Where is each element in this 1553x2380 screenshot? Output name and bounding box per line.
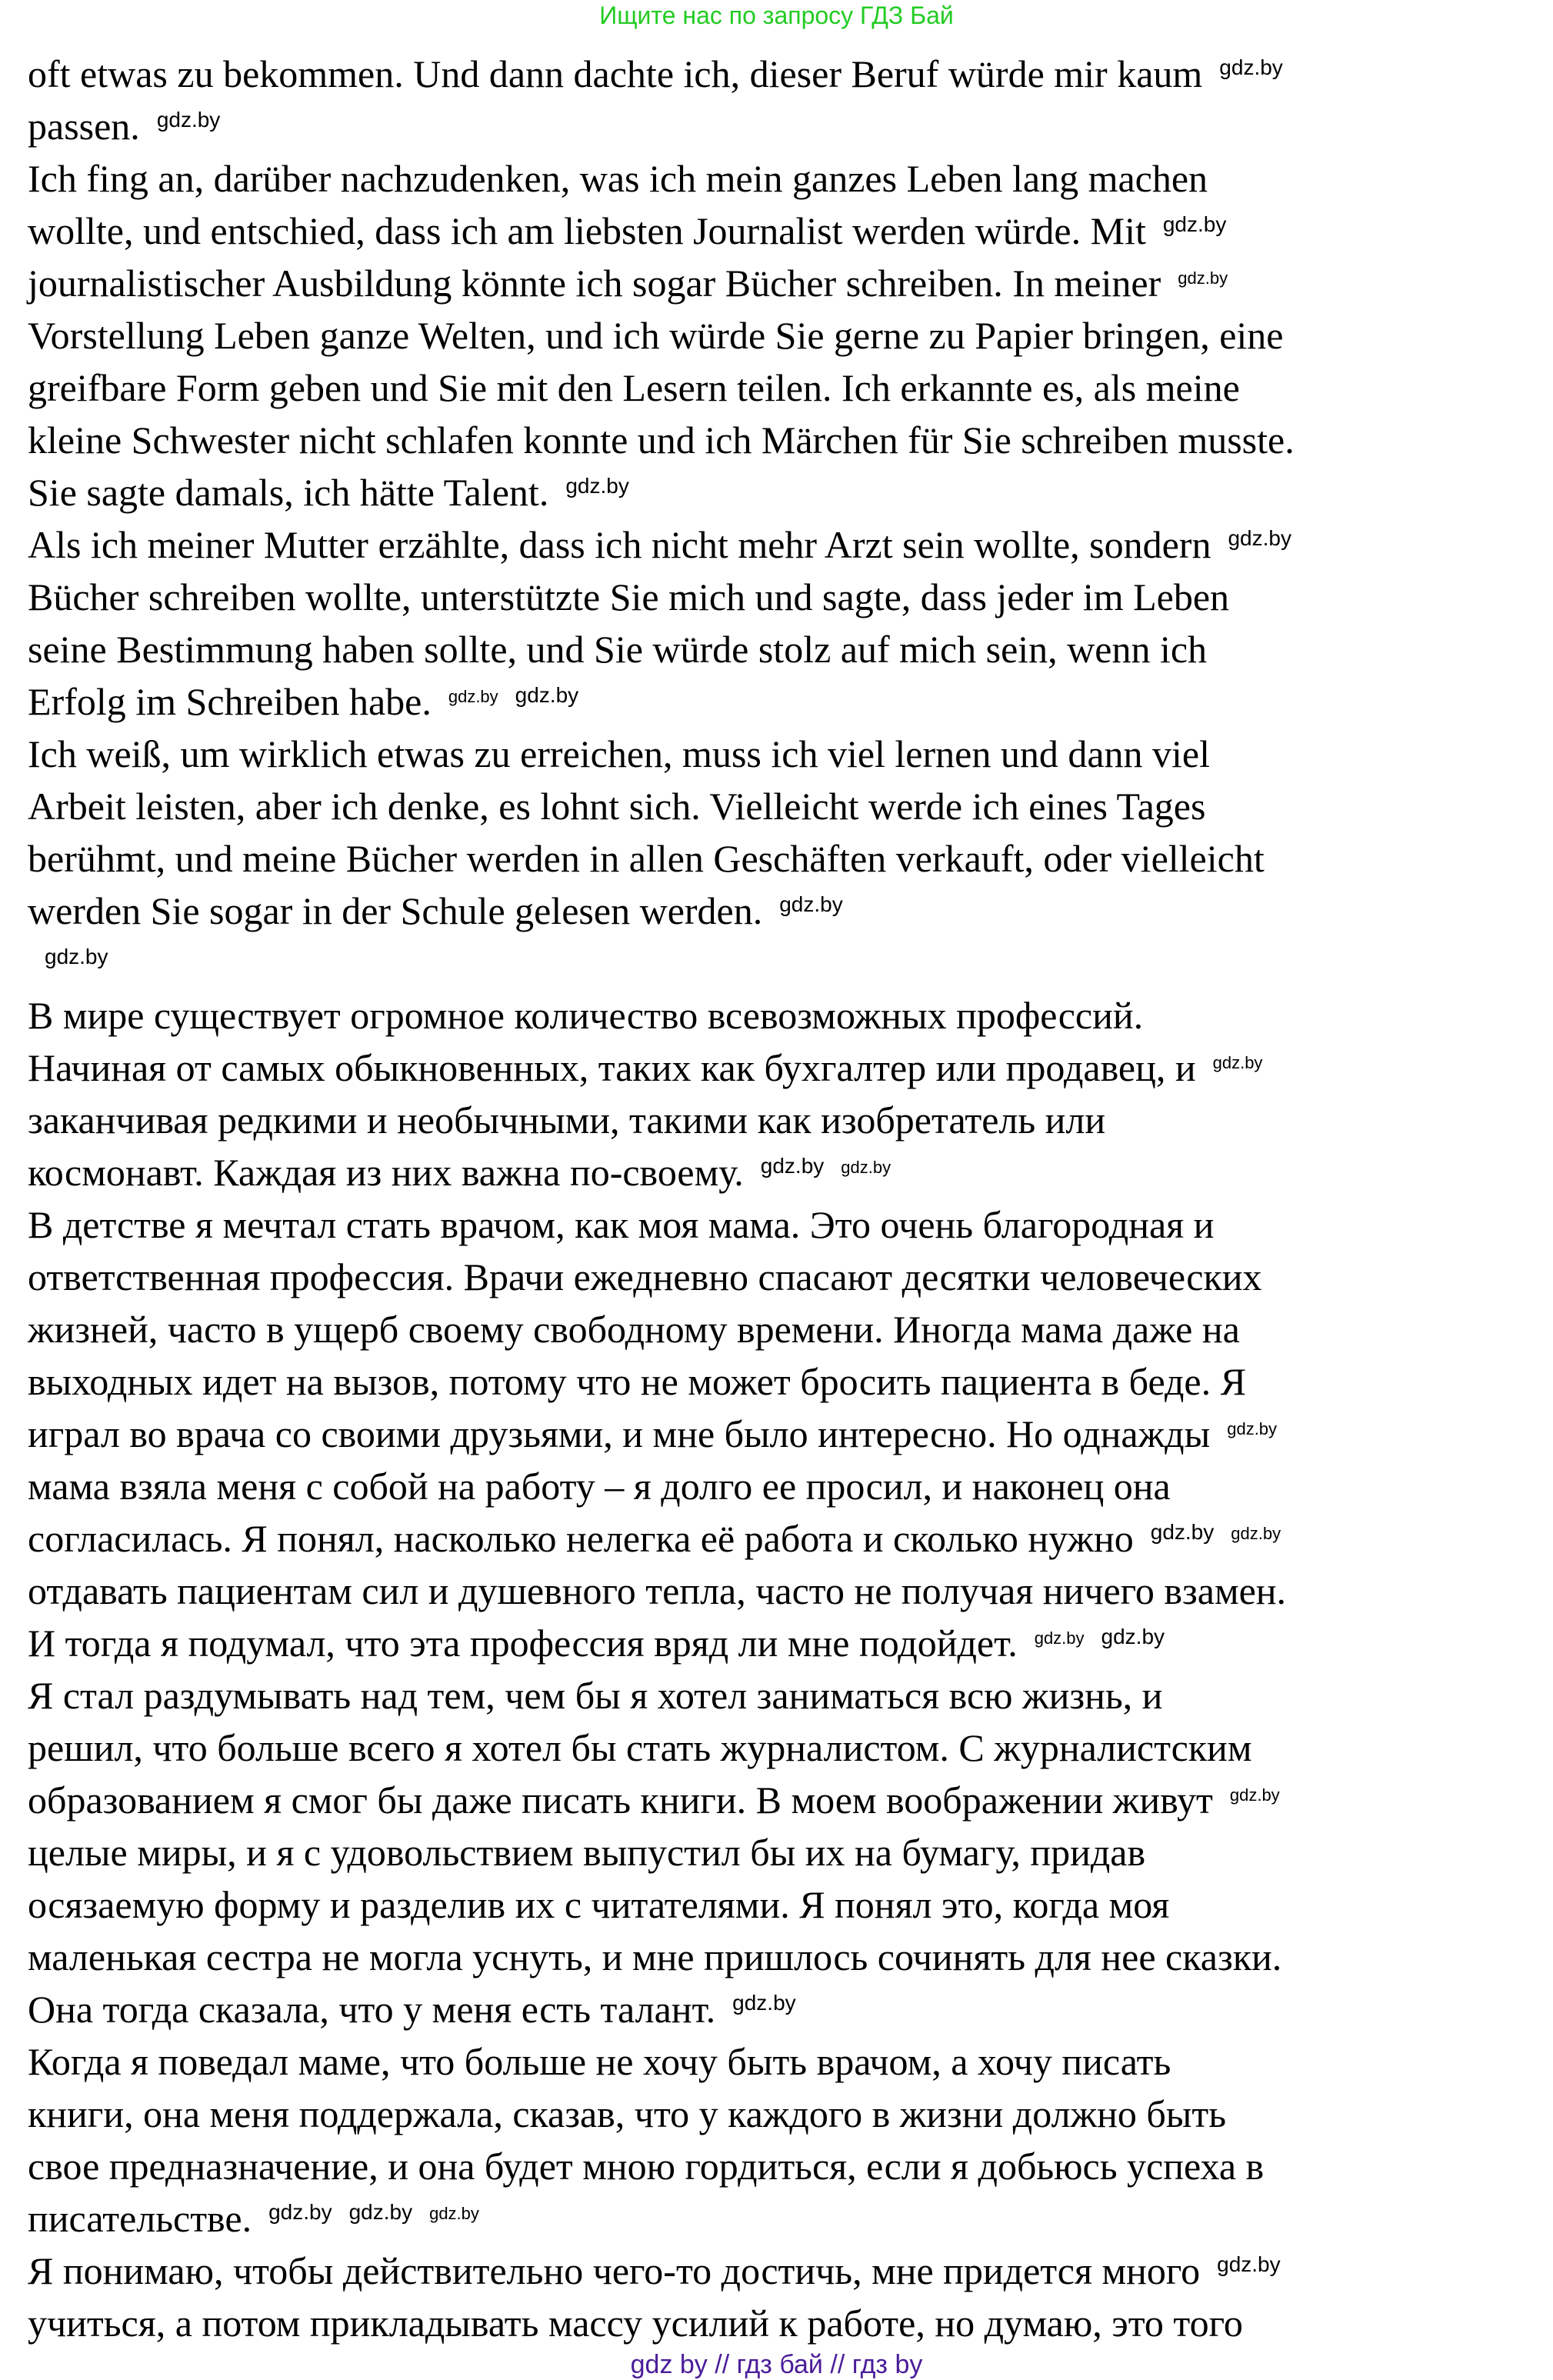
text-line: [28, 1565, 1535, 1617]
text-line: [28, 466, 1535, 518]
text-line-content: Я понимаю, чтобы действительно чего-то достичь, мне придется много: [28, 2249, 1201, 2292]
watermark: gdz.by: [1178, 268, 1228, 288]
text-line: [28, 1617, 1535, 1669]
text-line-content: образованием я смог бы даже писать книги. В моем воображении живут: [28, 1778, 1213, 1822]
text-line-content: Erfolg im Schreiben habe.: [28, 680, 432, 723]
text-line: [28, 1198, 1535, 1251]
text-line-content: wollte, und entschied, dass ich am liebsten Journalist werden würde. Mit: [28, 209, 1146, 252]
text-line-content: Начиная от самых обыкновенных, таких как бухгалтер или продавец, и: [28, 1046, 1196, 1089]
watermark: gdz.by: [1212, 1053, 1263, 1072]
text-line: [28, 48, 1535, 100]
text-line: [28, 832, 1535, 885]
text-line-content: greifbare Form geben und Sie mit den Lesern teilen. Ich erkannte es, als meine: [28, 366, 1240, 409]
text-line-content: целые миры, и я с удовольствием выпустил бы их на бумагу, придав: [28, 1831, 1146, 1874]
text-line-content: Ich fing an, darüber nachzudenken, was ich mein ganzes Leben lang machen: [28, 157, 1208, 200]
text-line-content: Arbeit leisten, aber ich denke, es lohnt sich. Vielleicht werde ich eines Tages: [28, 785, 1206, 828]
text-line: [28, 100, 1535, 152]
watermark: gdz.by: [1229, 1785, 1280, 1805]
text-line: [28, 2140, 1535, 2192]
text-line: [28, 362, 1535, 414]
text-line: [28, 571, 1535, 623]
watermark: gdz.by: [1150, 1520, 1215, 1544]
text-line: [28, 152, 1535, 205]
text-line-content: oft etwas zu bekommen. Und dann dachte ich, dieser Beruf würde mir kaum: [28, 52, 1203, 95]
text-line-content: seine Bestimmung haben sollte, und Sie würde stolz auf mich sein, wenn ich: [28, 628, 1208, 671]
watermark: gdz.by: [268, 2200, 332, 2224]
text-line: [28, 414, 1535, 466]
watermark: gdz.by: [156, 108, 221, 132]
watermark: gdz.by: [841, 1158, 891, 1177]
text-line: [28, 518, 1535, 571]
text-line-content: осязаемую форму и разделив их с читателями. Я понял это, когда моя: [28, 1883, 1170, 1926]
watermark: gdz.by: [565, 474, 629, 498]
text-line-content: играл во врача со своими друзьями, и мне было интересно. Но однажды: [28, 1412, 1211, 1455]
text-line-content: В мире существует огромное количество всевозможных профессий.: [28, 994, 1144, 1037]
text-line-content: Als ich meiner Mutter erzählte, dass ich nicht mehr Arzt sein wollte, sondern: [28, 523, 1211, 566]
text-line: [28, 623, 1535, 675]
text-line-content: berühmt, und meine Bücher werden in allen Geschäften verkauft, oder vielleicht: [28, 837, 1265, 880]
text-line-content: свое предназначение, и она будет мною гордиться, если я добьюсь успеха в: [28, 2145, 1265, 2188]
text-line: [28, 885, 1535, 937]
text-line: [28, 1408, 1535, 1460]
text-line-content: выходных идет на вызов, потому что не может бросить пациента в беде. Я: [28, 1360, 1246, 1403]
text-line: [28, 1303, 1535, 1355]
watermark: gdz.by: [1162, 212, 1227, 236]
text-line: [28, 937, 1535, 989]
text-line-content: учиться, а потом прикладывать массу усилий к работе, но думаю, это того: [28, 2302, 1243, 2345]
text-line-content: книги, она меня поддержала, сказав, что у каждого в жизни должно быть: [28, 2092, 1227, 2135]
watermark: gdz.by: [1219, 55, 1283, 79]
text-line: [28, 1722, 1535, 1774]
watermark: gdz.by: [429, 2204, 479, 2223]
text-line: [28, 2297, 1535, 2349]
text-line: [28, 1251, 1535, 1303]
watermark: gdz.by: [1101, 1625, 1165, 1648]
text-line: [28, 675, 1535, 728]
text-line-content: Она тогда сказала, что у меня есть талант.: [28, 1988, 716, 2031]
text-line: [28, 2088, 1535, 2140]
text-line: [28, 309, 1535, 362]
watermark: gdz.by: [1231, 1524, 1281, 1543]
text-line-content: жизней, часто в ущерб своему свободному времени. Иногда мама даже на: [28, 1308, 1240, 1351]
watermark: gdz.by: [348, 2200, 413, 2224]
text-line: [28, 1355, 1535, 1408]
text-line-content: заканчивая редкими и необычными, такими как изобретатель или: [28, 1098, 1106, 1142]
text-line-content: И тогда я подумал, что эта профессия вряд ли мне подойдет.: [28, 1622, 1018, 1665]
watermark: gdz.by: [515, 683, 579, 707]
text-line-content: Bücher schreiben wollte, unterstützte Sie mich und sagte, dass jeder im Leben: [28, 575, 1230, 618]
watermark: gdz.by: [779, 892, 843, 916]
watermark: gdz.by: [1034, 1628, 1085, 1648]
banner: Ищите нас по запросу ГДЗ Бай: [599, 2, 954, 29]
text-line-content: werden Sie sogar in der Schule gelesen werden.: [28, 889, 763, 932]
text-line-content: kleine Schwester nicht schlafen konnte und ich Märchen für Sie schreiben musste.: [28, 418, 1295, 462]
text-line-content: Sie sagte damals, ich hätte Talent.: [28, 471, 549, 514]
text-line: [28, 1512, 1535, 1565]
text-line: [28, 2192, 1535, 2245]
text-line: [28, 1878, 1535, 1931]
text-line: [28, 1460, 1535, 1512]
text-line-content: Ich weiß, um wirklich etwas zu erreichen, muss ich viel lernen und dann viel: [28, 732, 1211, 775]
text-line-content: отдавать пациентам сил и душевного тепла, часто не получая ничего взамен.: [28, 1569, 1287, 1612]
text-line-content: В детстве я мечтал стать врачом, как моя мама. Это очень благородная и: [28, 1203, 1215, 1246]
text-line-content: Когда я поведал маме, что больше не хочу быть врачом, а хочу писать: [28, 2040, 1171, 2083]
text-line-content: passen.: [28, 105, 140, 148]
text-line: [28, 1042, 1535, 1094]
text-line: [28, 728, 1535, 780]
footer-links[interactable]: gdz by // гдз бай // гдз by: [630, 2350, 923, 2379]
text-line: [28, 2035, 1535, 2088]
text-line-content: маленькая сестра не могла уснуть, и мне пришлось сочинять для нее сказки.: [28, 1935, 1282, 1978]
text-line-content: решил, что больше всего я хотел бы стать журналистом. С журналистским: [28, 1726, 1252, 1769]
text-line-content: ответственная профессия. Врачи ежедневно спасают десятки человеческих: [28, 1255, 1262, 1298]
watermark: gdz.by: [448, 687, 498, 706]
watermark: gdz.by: [732, 1991, 796, 2015]
text-line: [28, 2245, 1535, 2297]
watermark: gdz.by: [1228, 526, 1291, 550]
document-text: [28, 48, 1535, 2349]
text-line: [28, 989, 1535, 1042]
text-line: [28, 257, 1535, 309]
text-line: [28, 1094, 1535, 1146]
watermark: gdz.by: [760, 1154, 825, 1178]
text-line: [28, 1826, 1535, 1878]
text-line-content: мама взяла меня с собой на работу – я долго ее просил, и наконец она: [28, 1465, 1171, 1508]
text-line-content: космонавт. Каждая из них важна по-своему.: [28, 1151, 744, 1194]
text-line: [28, 1146, 1535, 1198]
text-line-content: journalistischer Ausbildung könnte ich sogar Bücher schreiben. In meiner: [28, 262, 1161, 305]
text-line: [28, 1774, 1535, 1826]
text-line: [28, 1669, 1535, 1722]
watermark: gdz.by: [1227, 1419, 1278, 1438]
text-line-content: Я стал раздумывать над тем, чем бы я хотел заниматься всю жизнь, и: [28, 1674, 1163, 1717]
watermark: gdz.by: [45, 945, 108, 968]
text-line: [28, 1931, 1535, 1983]
text-line: [28, 205, 1535, 257]
text-line-content: писательстве.: [28, 2197, 252, 2240]
text-line-content: согласилась. Я понял, насколько нелегка её работа и сколько нужно: [28, 1517, 1134, 1560]
watermark: gdz.by: [1217, 2252, 1281, 2276]
text-line-content: Vorstellung Leben ganze Welten, und ich würde Sie gerne zu Papier bringen, eine: [28, 314, 1284, 357]
text-line: [28, 1983, 1535, 2035]
text-line: [28, 780, 1535, 832]
